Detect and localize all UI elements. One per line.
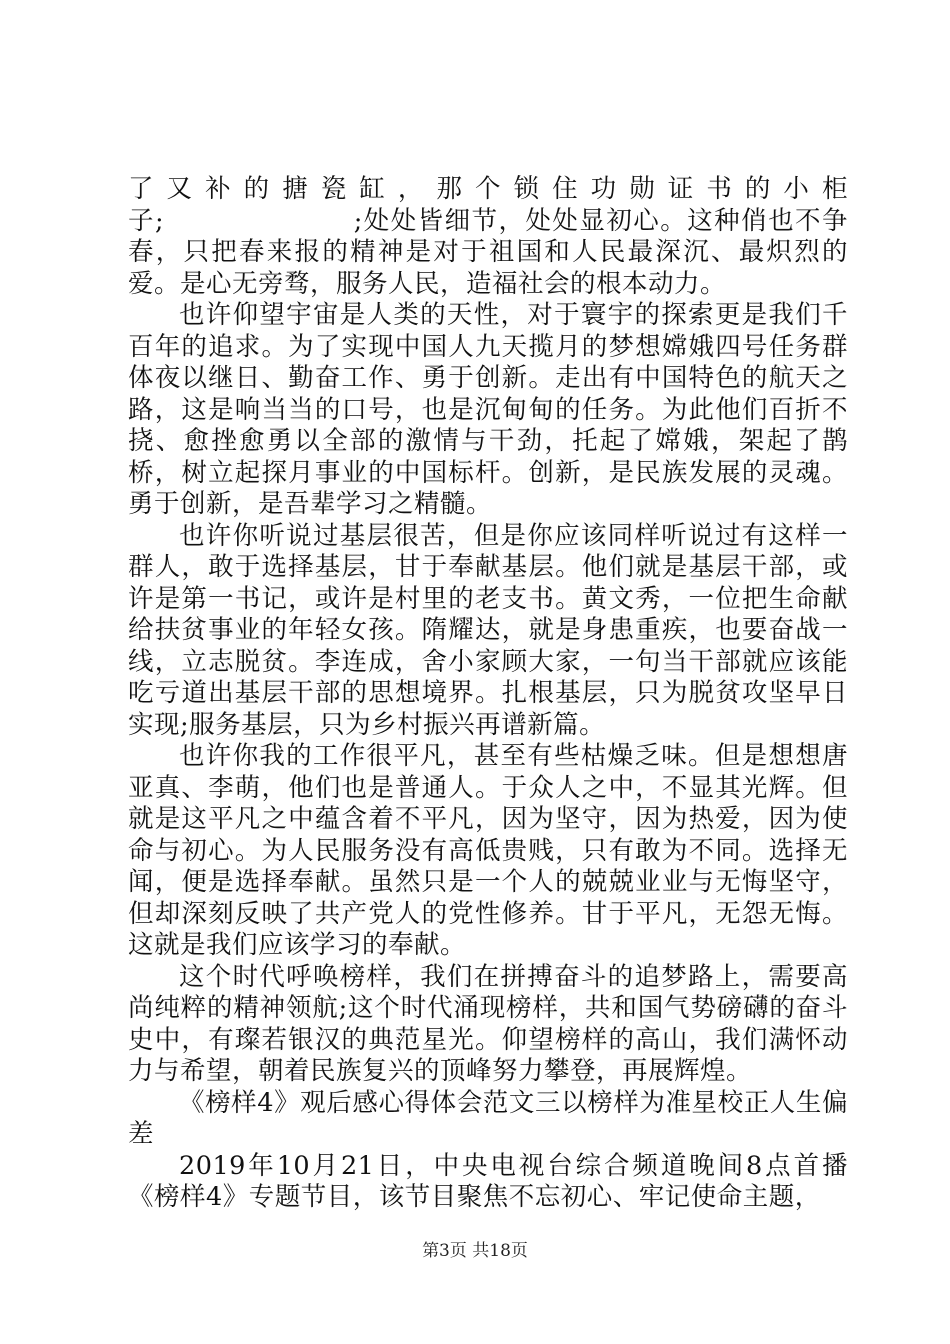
paragraph-6: 2019年10月21日，中央电视台综合频道晚间8点首播《榜样4》专题节目，该节目聚焦不忘初心、牢记使命主题， xyxy=(128,1150,848,1212)
paragraph-4: 也许你我的工作很平凡，甚至有些枯燥乏味。但是想想唐亚真、李萌，他们也是普通人。于众人之中，不显其光辉。但就是这平凡之中蕴含着不平凡，因为坚守，因为热爱，因为使命与初心。为人民服务没有高低贵贱，只有敢为不同。选择无闻，便是选择奉献。虽然只是一个人的兢兢业业与无悔坚守，但却深刻反映了共产党人的党性修养。甘于平凡，无怨无悔。这就是我们应该学习的奉献。 xyxy=(128,741,848,960)
document-body xyxy=(128,174,848,1214)
paragraph-5: 这个时代呼唤榜样，我们在拼搏奋斗的追梦路上，需要高尚纯粹的精神领航;这个时代涌现榜样，共和国气势磅礴的奋斗史中，有璨若银汉的典范星光。仰望榜样的高山，我们满怀动力与希望，朝着民族复兴的顶峰努力攀登，再展辉煌。 xyxy=(128,961,848,1086)
section-heading: 《榜样4》观后感心得体会范文三以榜样为准星校正人生偏差 xyxy=(128,1087,848,1149)
paragraph-1: 了又补的搪瓷缸，那个锁住功勋证书的小柜子; ;处处皆细节，处处显初心。这种俏也不争春，只把春来报的精神是对于祖国和人民最深沉、最炽烈的爱。是心无旁骛，服务人民，造福社会的根本动力。 xyxy=(128,174,848,299)
page-footer: 第3页 共18页 xyxy=(422,1241,528,1261)
paragraph-2: 也许仰望宇宙是人类的天性，对于寰宇的探索更是我们千百年的追求。为了实现中国人九天揽月的梦想嫦娥四号任务群体夜以继日、勤奋工作、勇于创新。走出有中国特色的航天之路，这是响当当的口号，也是沉甸甸的任务。为此他们百折不挠、愈挫愈勇以全部的激情与干劲，托起了嫦娥，架起了鹊桥，树立起探月事业的中国标杆。创新，是民族发展的灵魂。勇于创新，是吾辈学习之精髓。 xyxy=(128,300,848,519)
paragraph-3: 也许你听说过基层很苦，但是你应该同样听说过有这样一群人，敢于选择基层，甘于奉献基层。他们就是基层干部，或许是第一书记，或许是村里的老支书。黄文秀，一位把生命献给扶贫事业的年轻女孩。隋耀达，就是身患重疾，也要奋战一线，立志脱贫。李连成，舍小家顾大家，一句当干部就应该能吃亏道出基层干部的思想境界。扎根基层，只为脱贫攻坚早日实现;服务基层，只为乡村振兴再谱新篇。 xyxy=(128,520,848,740)
